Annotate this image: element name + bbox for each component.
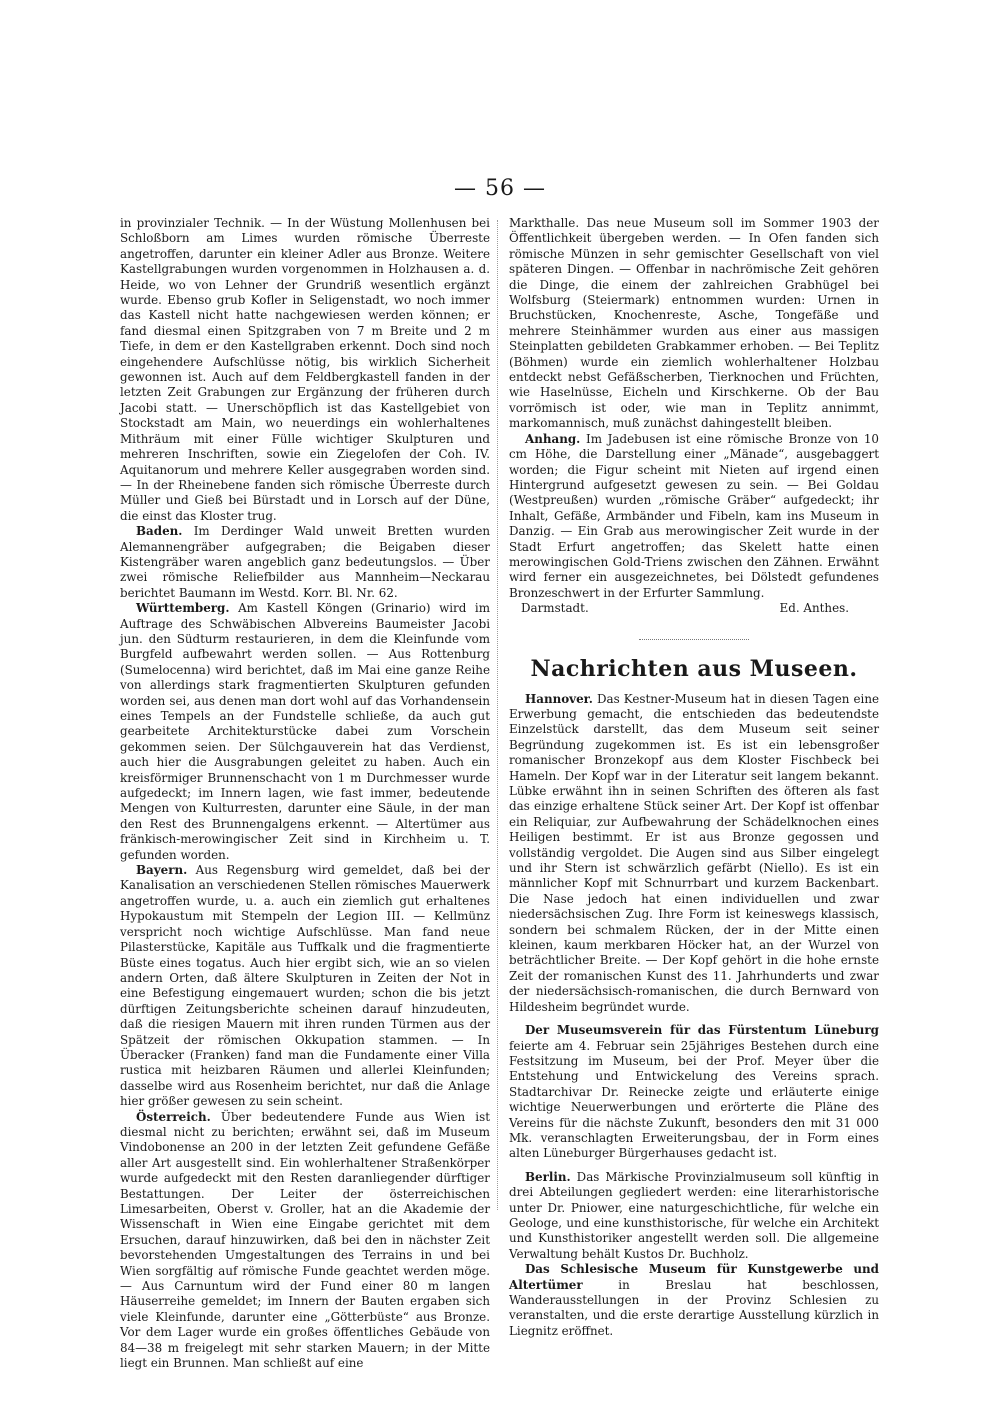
continuation-paragraph: Markthalle. Das neue Museum soll im Sommer 1903 der Öffentlichkeit übergeben werden. — In Ofen fanden sich römische Münzen in sehr gemischter Gesellschaft von viel späteren Dingen. — Offenbar in nachrömische Zeit gehören die Dinge, die einem der zahlreichen Grabhügel bei Wolfsburg (Steiermark) entnommen wurden: Urnen in Bruchstücken, Knochenreste, Asche, Tongefäße und mehrere Steinhämmer wurden aus einer aus massigen Steinplatten gebildeten Grabkammer erhoben. — Bei Teplitz (Böhmen) wurde ein ziemlich wohlerhaltener Holzbau entdeckt nebst Gefäßscherben, Tierknochen und Früchten, wie Haselnüsse, Eicheln und Kirschkerne. Ob der Bau vorrömisch ist oder, wie man in Teplitz annimmt, markomannisch, muß zunächst dahingestellt bleiben. [509, 216, 879, 431]
lead-anhang: Anhang. [525, 431, 581, 446]
lead-baden: Baden. [136, 524, 183, 539]
lead-oesterreich: Österreich. [136, 1109, 211, 1124]
lead-hannover: Hannover. [525, 691, 593, 706]
paragraph-berlin [509, 1170, 879, 1262]
lead-lueneburg: Der Museumsverein für das Fürstentum Lüneburg [525, 1023, 879, 1038]
paragraph-wuerttemberg [120, 601, 490, 863]
paragraph-schlesien [509, 1262, 879, 1339]
paragraph-gap [509, 1015, 879, 1023]
lead-wuerttemberg: Württemberg. [136, 601, 230, 616]
section-separator [639, 639, 749, 640]
signature-line [509, 601, 879, 616]
text-bayern: Aus Regensburg wird gemeldet, daß bei der Kanalisation an verschiedenen Stellen römisches Mauerwerk angetroffen wurde, u. a. auch ein ziemlich gut erhaltenes Hypokaustum mit Stempeln der Legion III. — Kellmünz verspricht noch wichtige Aufschlüsse. Man fand neue Pilasterstücke, Kapitäle aus Tuffkalk und die fragmentierte Büste eines togatus. Auch hier ergibt sich, wie an so vielen andern Orten, daß ältere Skulpturen in Zeiten der Not in eine Befestigung eingemauert wurden; schon die bis jetzt dürftigen Zeitungsberichte scheinen darauf hinzudeuten, daß die riesigen Mauern mit ihren runden Türmen aus der Spätzeit der römischen Okkupation stammen. — In Überacker (Franken) fand man die Fundamente einer Villa rustica mit heizbaren Räumen und allerlei Kleinfunden; dasselbe wird aus Rosenheim berichtet, nur daß die Anlage hier größer gewesen zu sein scheint. [120, 863, 490, 1109]
intro-paragraph: in provinzialer Technik. — In der Wüstung Mollenhusen bei Schloßborn am Limes wurden römische Überreste angetroffen, darunter ein kleiner Adler aus Bronze. Weitere Kastellgrabungen wurden vorgenommen in Holzhausen a. d. Heide, wo von Lehner der Grundriß wesentlich ergänzt wurde. Ebenso grub Kofler in Seligenstadt, wo noch immer das Kastell nicht hatte nachgewiesen werden können; er fand diesmal einen Spitzgraben von 7 m Breite und 2 m Tiefe, in dem er den Kastellgraben erkennt. Doch sind noch eingehendere Aufschlüsse nötig, bis wirklich Sicherheit gewonnen ist. Auch auf dem Feldbergkastell fanden in der letzten Zeit Grabungen zur Ergänzung der früheren durch Jacobi statt. — Unerschöpflich ist das Kastellgebiet von Stockstadt am Main, wo neuerdings ein wohlerhaltenes Mithräum mit einer Fülle wichtiger Skulpturen und mehreren Inschriften, sowie ein Ziegelofen der Coh. IV. Aquitanorum und mehrere Keller ausgegraben worden sind. — In der Rheinebene fanden sich römische Überreste durch Müller und Gieß bei Bürstadt und in Lorsch auf der Düne, die einst das Kloster trug. [120, 216, 490, 523]
right-column [509, 216, 879, 1339]
text-anhang: Im Jadebusen ist eine römische Bronze von 10 cm Höhe, die Darstellung einer „Mänade“, ausgebaggert worden; die Figur scheint mit Nieten auf irgend einen Hintergrund aufgesetzt gewesen zu sein. — Bei Goldau (Westpreußen) wurden „römische Gräber“ aufgedeckt; ihr Inhalt, Gefäße, Armbänder und Fibeln, kam ins Museum in Danzig. — Ein Grab aus merowingischer Zeit wurde in der Stadt Erfurt angetroffen; das Skelett hatte einen merowingischen Gold-Triens zwischen den Zähnen. Erwähnt wird ferner ein ausgezeichnetes, bei Dölstedt gefundenes Bronzeschwert in der Erfurter Sammlung. [509, 431, 879, 600]
lead-bayern: Bayern. [136, 863, 188, 878]
section-heading: Nachrichten aus Museen. [530, 655, 858, 682]
lead-schlesien: Das Schlesische Museum für Kunstgewerbe und Altertümer [509, 1262, 879, 1292]
column-divider [497, 220, 498, 1210]
lead-berlin: Berlin. [525, 1169, 571, 1184]
paragraph-baden [120, 524, 490, 601]
text-berlin: Das Märkische Provinzialmuseum soll künftig in drei Abteilungen gegliedert werden: eine literarhistorische unter Dr. Pniower, eine naturgeschichtliche, für welche ein Geologe, und eine kunsthistorische, für welche ein Architekt und Kunsthistoriker angestellt werden soll. Die allgemeine Verwaltung behält Kustos Dr. Buchholz. [509, 1169, 880, 1261]
text-baden: Im Derdinger Wald unweit Bretten wurden Alemannengräber aufgegraben; die Beigaben dieser Kistengräber waren angeblich ganz bedeutungslos. — Über zwei römische Reliefbilder aus Mannheim—Neckarau berichtet Baumann im Westd. Korr. Bl. Nr. 62. [120, 524, 491, 600]
paragraph-lueneburg [509, 1023, 879, 1162]
text-oesterreich: Über bedeutendere Funde aus Wien ist diesmal nicht zu berichten; erwähnt sei, daß im Museum Vindobonense an 200 in der letzten Zeit gefundene Gefäße aller Art ausgestellt sind. Ein wohlerhaltener Straßenkörper wurde aufgedeckt mit den Resten daranliegender dürftiger Bestattungen. Der Leiter der österreichischen Limesarbeiten, Oberst v. Groller, hat an die Akademie der Wissenschaft in Wien eine Eingabe gerichtet mit dem Ersuchen, darauf hinzuwirken, daß bei den in nächster Zeit bevorstehenden Umgestaltungen des Terrains in und bei Wien sorgfältig auf römische Funde geachtet werden möge. — Aus Carnuntum wird der Fund einer 80 m langen Häuserreihe gemeldet; im Innern der Bauten ergaben sich viele Kleinfunde, darunter eine „Götterbüste“ aus Bronze. Vor dem Lager wurde ein großes öffentliches Gebäude von 84—38 m freigelegt mit sehr starken Mauern; in der Mitte liegt ein Brunnen. Man schließt auf eine [120, 1109, 490, 1371]
paragraph-anhang [509, 432, 879, 601]
text-schlesien: in Breslau hat beschlossen, Wanderausstellungen in der Provinz Schlesien zu veranstalten, und die erste derartige Ausstellung kürzlich in Liegnitz eröffnet. [509, 1277, 879, 1338]
text-lueneburg: feierte am 4. Februar sein 25jähriges Bestehen durch eine Festsitzung im Museum, bei der Prof. Meyer über die Entstehung und Entwickelung des Vereins sprach. Stadtarchivar Dr. Reinecke zeigte und erläuterte einige wichtige Neuerwerbungen und erörterte die Pläne des Vereins für die nächste Zukunft, besonders den mit 31 000 Mk. veranschlagten Erweiterungsbau, der in Form eines alten Lüneburger Bürgerhauses gedacht ist. [509, 1038, 879, 1161]
paragraph-gap [509, 1162, 879, 1170]
paragraph-bayern [120, 863, 490, 1110]
paragraph-oesterreich [120, 1110, 490, 1372]
paragraph-hannover [509, 692, 879, 1016]
left-column [120, 216, 490, 1371]
text-wuerttemberg: Am Kastell Köngen (Grinario) wird im Auftrage des Schwäbischen Albvereins Baumeister Jacobi jun. den Südturm restaurieren, in dem die Kleinfunde vom Burgfeld aufbewahrt werden sollen. — Aus Rottenburg (Sumelocenna) wird berichtet, daß im Mai eine ganze Reihe von allerdings stark fragmentierten Skulpturen gefunden worden sei, aus denen man dort wohl auf das Vorhandensein eines Tempels an der Fundstelle schließe, da auch gut gearbeitete Architekturstücke dabei zum Vorschein gekommen seien. Der Sülchgauverein hat das Verdienst, auch hier die Ausgrabungen geleitet zu haben. Auch ein kreisförmiger Brunnenschacht von 1 m Durchmesser wurde aufgedeckt; im Innern lagen, wie fast immer, bedeutende Mengen von Kulturresten, darunter eine Säule, in der man den Rest des Brunnengalgens erkennt. — Altertümer aus fränkisch-merowingischer Zeit sind in Kirchheim u. T. gefunden worden. [120, 601, 490, 862]
page-number: — 56 — [454, 176, 546, 201]
signature-place: Darmstadt. [521, 601, 589, 616]
signature-name: Ed. Anthes. [779, 601, 849, 616]
text-hannover: Das Kestner-Museum hat in diesen Tagen eine Erwerbung gemacht, die entschieden das bedeutendste Einzelstück darstellt, das dem Museum seit seiner Begründung zugekommen ist. Es ist ein lebensgroßer romanischer Bronzekopf aus dem Kloster Fischbeck bei Hameln. Der Kopf war in der Literatur seit langem bekannt. Lübke erwähnt ihn in seinen Schriften des öfteren als fast das einzige erhaltene Stück seiner Art. Der Kopf ist offenbar ein Reliquiar, zur Aufbewahrung der Schädelknochen eines Heiligen bestimmt. Er ist aus Bronze gegossen und vollständig vergoldet. Die Augen sind aus Silber eingelegt und ihr Stern ist schwärzlich gefärbt (Niello). Es ist ein männlicher Kopf mit Schnurrbart und kurzem Backenbart. Die Nase jedoch hat einen individuellen und zwar niedersächsischen Zug. Ihre Form ist keineswegs klassisch, sondern bei schmalem Rücken, der in der Mitte einen kleinen, kaum merkbaren Höcker hat, an der Wurzel von beträchtlicher Breite. — Der Kopf gehört in die hohe ernste Zeit der romanischen Kunst des 11. Jahrhunderts und zwar der niedersächsisch-romanischen, die durch Bernward von Hildesheim begründet wurde. [509, 691, 880, 1014]
